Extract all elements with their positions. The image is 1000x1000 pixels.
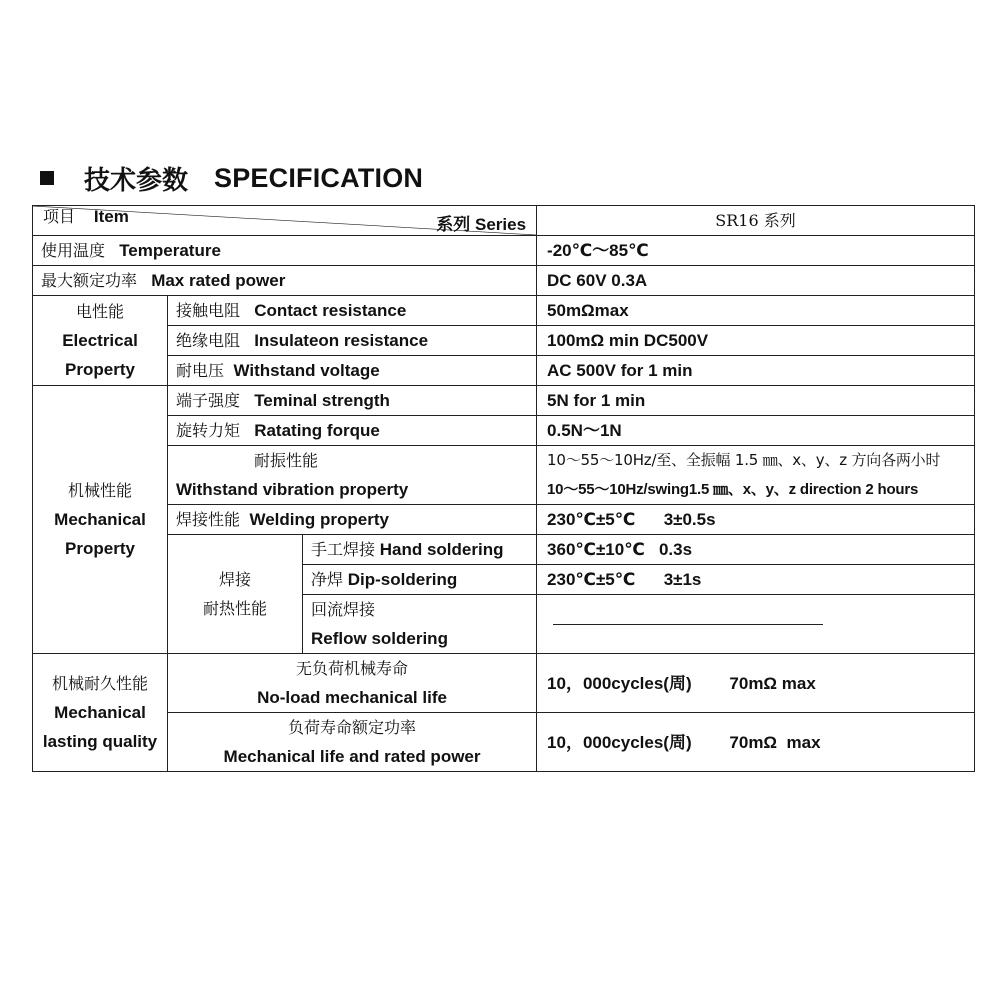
welding-cn: 焊接性能 <box>176 510 241 529</box>
contact-cn: 接触电阻 <box>176 301 241 320</box>
rated-en: Mechanical life and rated power <box>223 747 481 766</box>
noload-en: No-load mechanical life <box>257 688 447 707</box>
welding-value: 230℃±5℃ 3±0.5s <box>537 505 975 535</box>
insulation-value: 100mΩ min DC500V <box>537 326 975 356</box>
vibration-value-cn: 10～55～10Hz/至、全振幅 1.5 ㎜、x、y、z 方向各两小时 <box>537 446 975 476</box>
withstand-en: Withstand voltage <box>233 361 380 380</box>
torque-value: 0.5N～1N <box>537 416 975 446</box>
table-header-row <box>33 206 975 236</box>
power-label <box>33 266 537 296</box>
spec-heading <box>40 158 423 198</box>
mechanical-group-en2: Property <box>65 539 135 558</box>
heat-group-label <box>168 535 303 654</box>
temperature-cn: 使用温度 <box>41 241 106 260</box>
table-row <box>33 356 975 386</box>
spec-table <box>32 205 975 772</box>
vibration-value-en: 10～55～10Hz/swing1.5 ㎜、x、y、z direction 2 hours <box>537 475 975 505</box>
power-value: DC 60V 0.3A <box>537 266 975 296</box>
hand-label <box>303 535 537 565</box>
lasting-group-en1: Mechanical <box>54 703 146 722</box>
insulation-cn: 绝缘电阻 <box>176 331 241 350</box>
lasting-group-label <box>33 654 168 772</box>
rated-label <box>168 713 537 772</box>
torque-en: Ratating forque <box>254 421 380 440</box>
terminal-cn: 端子强度 <box>176 391 241 410</box>
table-row <box>33 236 975 266</box>
noload-cn: 无负荷机械寿命 <box>296 659 409 678</box>
electrical-group-label <box>33 296 168 386</box>
item-label-cn: 项目 <box>43 207 76 226</box>
electrical-group-en1: Electrical <box>62 331 138 350</box>
vibration-cn: 耐振性能 <box>254 451 319 470</box>
item-label-en: Item <box>93 207 129 226</box>
temperature-label <box>33 236 537 266</box>
lasting-group-cn: 机械耐久性能 <box>51 674 148 693</box>
withstand-label <box>168 356 537 386</box>
dip-en: Dip-soldering <box>347 570 458 589</box>
header-diagonal-cell <box>33 206 537 236</box>
temperature-en: Temperature <box>119 241 221 260</box>
table-row <box>33 535 975 565</box>
table-row <box>33 505 975 535</box>
table-row <box>33 416 975 446</box>
contact-en: Contact resistance <box>254 301 407 320</box>
lasting-group-en2: lasting quality <box>42 732 158 751</box>
vibration-en: Withstand vibration property <box>176 480 409 499</box>
mechanical-group-cn: 机械性能 <box>67 481 132 500</box>
welding-label <box>168 505 537 535</box>
power-en: Max rated power <box>151 271 286 290</box>
hand-en: Hand soldering <box>379 540 504 559</box>
insulation-label <box>168 326 537 356</box>
table-row <box>33 446 975 476</box>
reflow-label <box>303 595 537 654</box>
withstand-value: AC 500V for 1 min <box>537 356 975 386</box>
reflow-cn: 回流焊接 <box>311 600 376 619</box>
mechanical-group-label <box>33 386 168 654</box>
vibration-label <box>168 446 537 505</box>
terminal-en: Teminal strength <box>254 391 390 410</box>
reflow-value <box>537 595 975 654</box>
series-label: 系列 Series <box>436 215 527 234</box>
reflow-blank-line <box>553 624 823 625</box>
reflow-en: Reflow soldering <box>311 629 448 648</box>
table-row <box>33 296 975 326</box>
insulation-en: Insulateon resistance <box>254 331 429 350</box>
noload-value: 10，000cycles(周) 70mΩ max <box>537 654 975 713</box>
temperature-value: -20℃～85℃ <box>537 236 975 266</box>
heading-cn: 技术参数 <box>84 165 189 196</box>
terminal-label <box>168 386 537 416</box>
noload-label <box>168 654 537 713</box>
heat-group-cn1: 焊接 <box>218 570 251 589</box>
torque-label <box>168 416 537 446</box>
electrical-group-en2: Property <box>65 360 135 379</box>
heading-en: SPECIFICATION <box>214 162 424 193</box>
series-value: SR16 系列 <box>537 206 975 236</box>
dip-cn: 净焊 <box>311 570 344 589</box>
dip-value: 230℃±5℃ 3±1s <box>537 565 975 595</box>
torque-cn: 旋转力矩 <box>176 421 241 440</box>
welding-en: Welding property <box>249 510 389 529</box>
power-cn: 最大额定功率 <box>41 271 138 290</box>
contact-label <box>168 296 537 326</box>
table-row <box>33 386 975 416</box>
hand-value: 360℃±10℃ 0.3s <box>537 535 975 565</box>
withstand-cn: 耐电压 <box>176 361 225 380</box>
heat-group-cn2: 耐热性能 <box>202 599 267 618</box>
bullet-square-icon <box>40 171 54 185</box>
rated-value: 10，000cycles(周) 70mΩ max <box>537 713 975 772</box>
table-row <box>33 266 975 296</box>
electrical-group-cn: 电性能 <box>75 302 124 321</box>
table-row <box>33 326 975 356</box>
hand-cn: 手工焊接 <box>311 540 376 559</box>
contact-value: 50mΩmax <box>537 296 975 326</box>
mechanical-group-en1: Mechanical <box>54 510 146 529</box>
terminal-value: 5N for 1 min <box>537 386 975 416</box>
dip-label <box>303 565 537 595</box>
rated-cn: 负荷寿命额定功率 <box>288 718 417 737</box>
